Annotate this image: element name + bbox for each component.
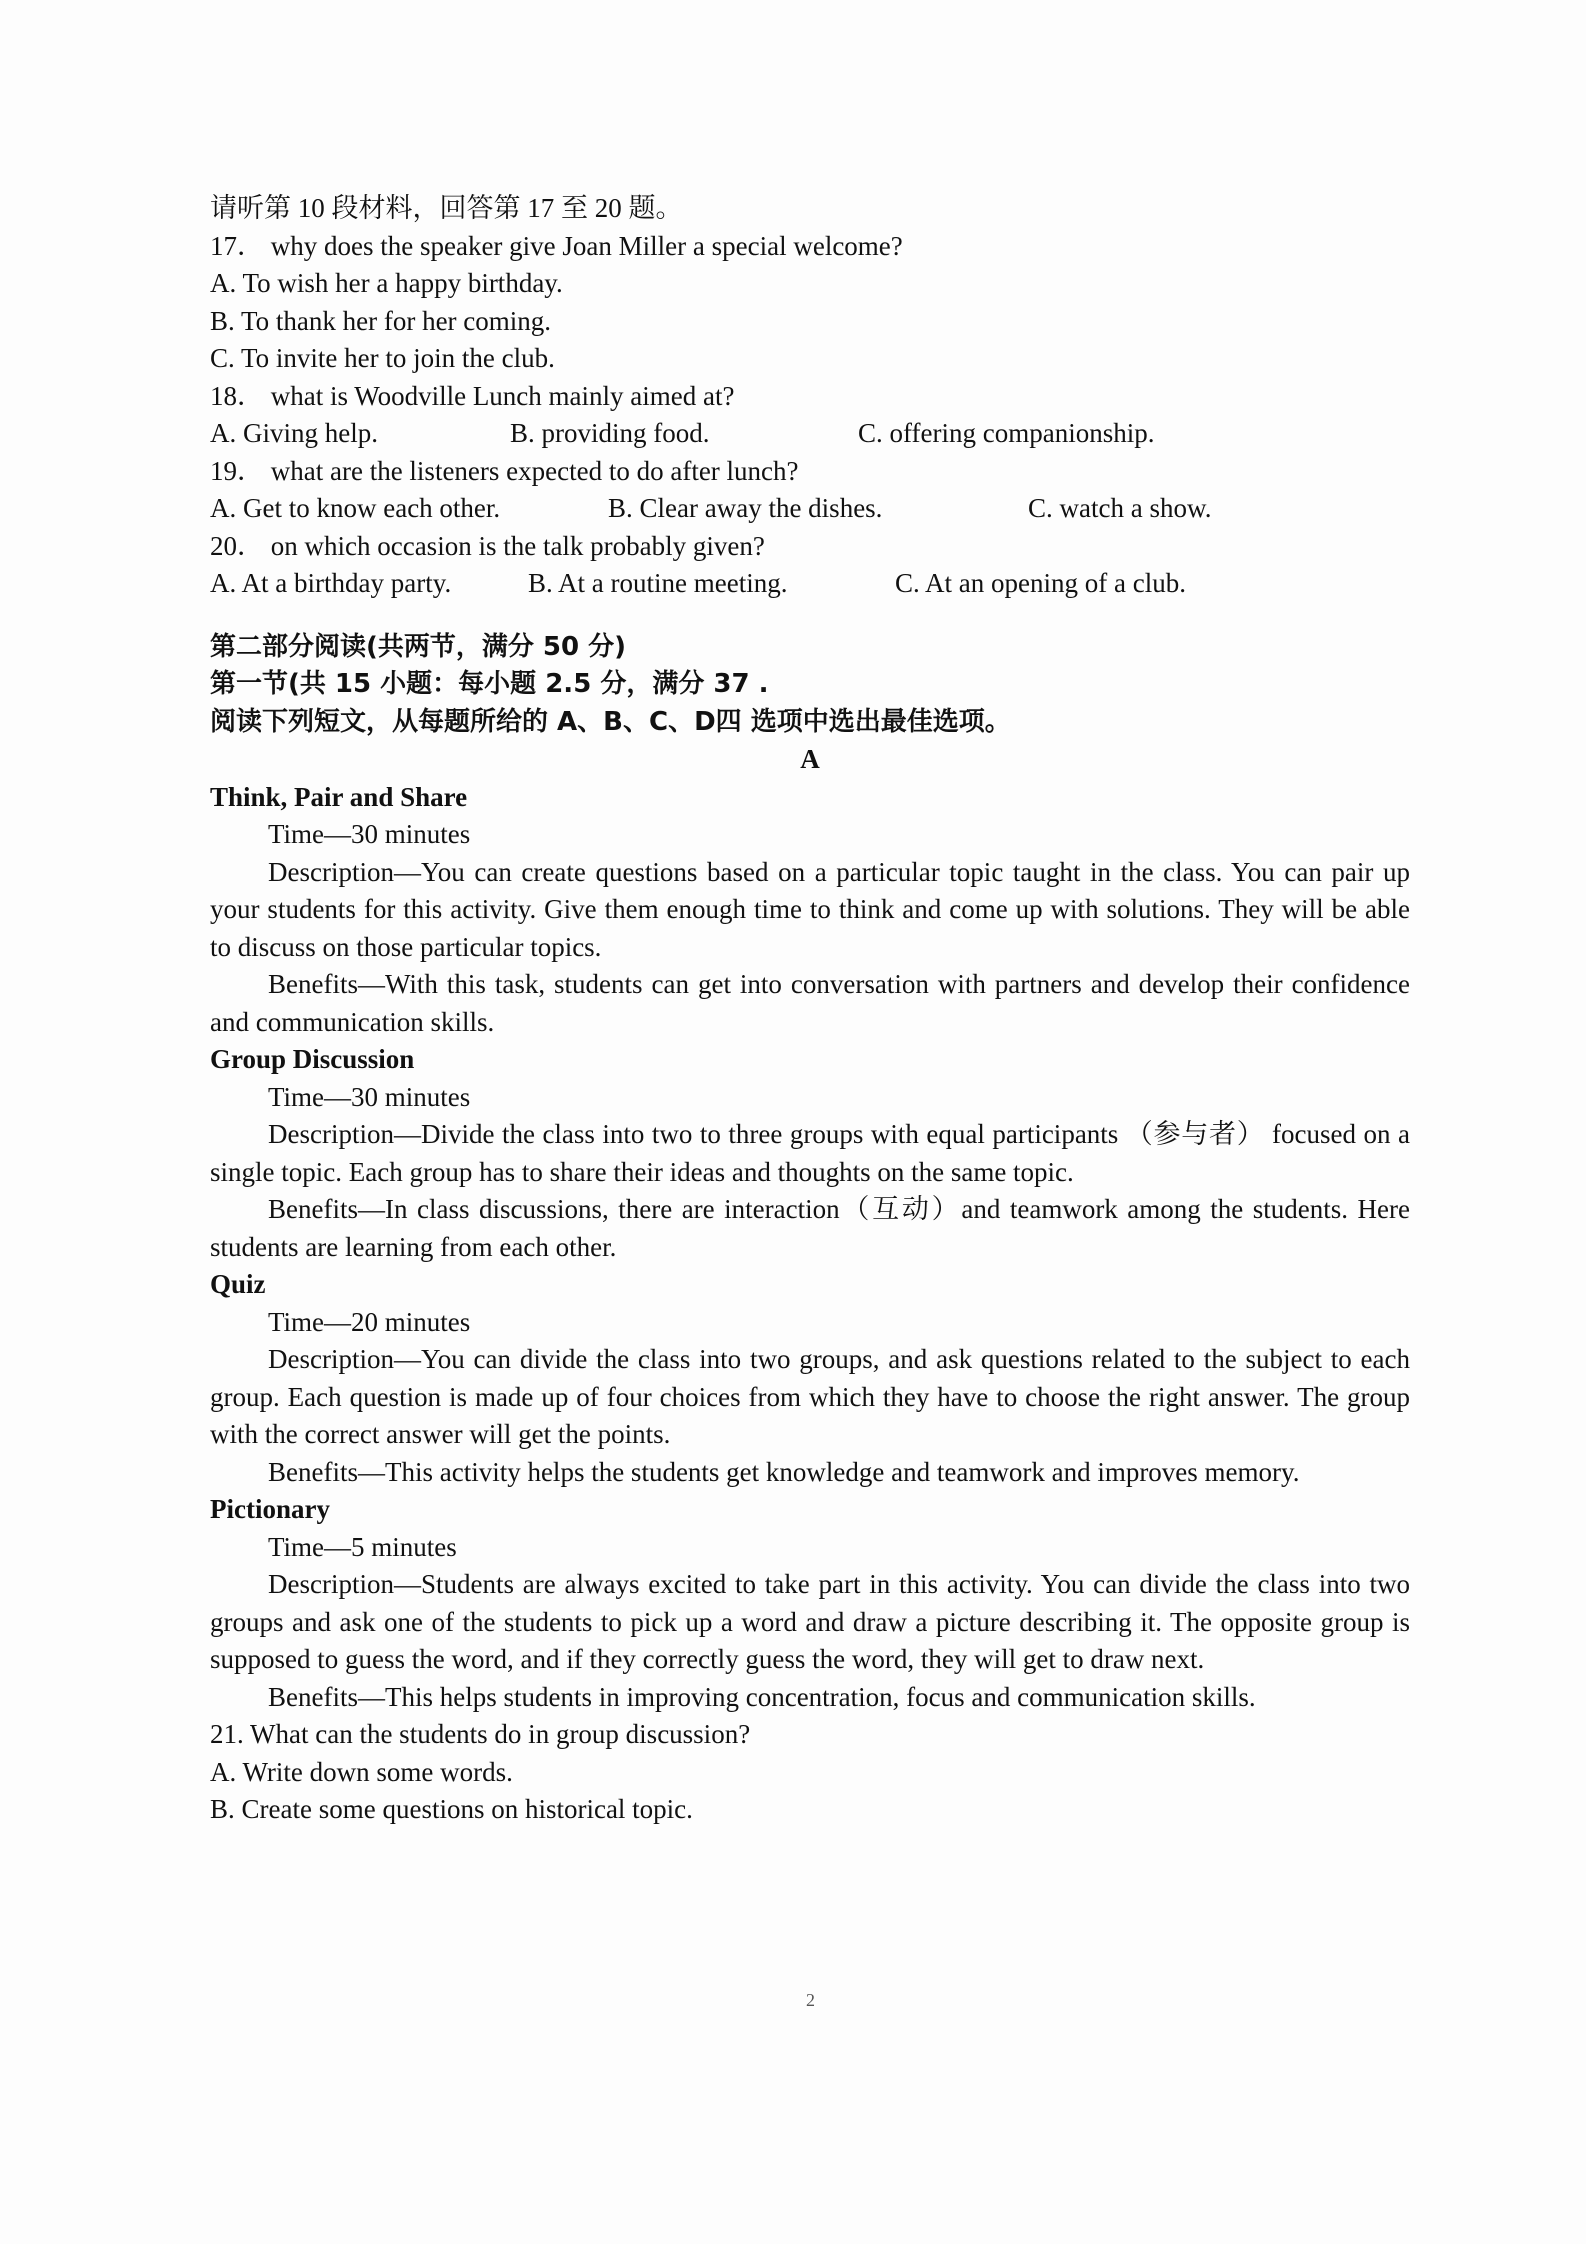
question-19-stem: 19． what are the listeners expected to do after lunch? (210, 455, 799, 486)
activity-benefits: Benefits—In class discussions, there are interaction（互动）and teamwork among the students. Here students are learning from each other. (210, 1194, 1410, 1262)
question-17-option-c: C. To invite her to join the club. (210, 343, 555, 373)
reading-instruction: 阅读下列短文，从每题所给的 A、B、C、D四 选项中选出最佳选项。 (210, 706, 1011, 737)
activity-title-quiz: Quiz (210, 1269, 266, 1299)
question-21-option-a: A. Write down some words. (210, 1756, 513, 1787)
page-number: 2 (806, 1990, 815, 2010)
activity-benefits: Benefits—With this task, students can get into conversation with partners and develop their confidence and communication skills. (210, 969, 1410, 1037)
question-19-option-c: C. watch a show. (1028, 493, 1212, 523)
page-content (210, 190, 1410, 1829)
question-21-stem: 21. What can the students do in group discussion? (210, 1719, 751, 1749)
question-19-option-b: B. Clear away the dishes. (608, 493, 883, 523)
question-17-stem: 17． why does the speaker give Joan Miller a special welcome? (210, 230, 903, 261)
activity-title-group-discussion: Group Discussion (210, 1044, 415, 1074)
section-gap (210, 603, 1410, 629)
question-18-option-c: C. offering companionship. (858, 418, 1155, 448)
passage-label: A (800, 744, 820, 774)
activity-time: Time—30 minutes (268, 1081, 471, 1112)
question-18-option-a: A. Giving help. (210, 418, 378, 448)
reading-part-title: 第二部分阅读(共两节，满分 50 分) (210, 631, 627, 662)
listening-instruction: 请听第 10 段材料，回答第 17 至 20 题。 (210, 193, 683, 223)
reading-section-title: 第一节(共 15 小题：每小题 2.5 分，满分 37 . (210, 669, 769, 699)
question-20-options (210, 565, 1410, 603)
activity-description: Description—Students are always excited to take part in this activity. You can divide the class into two groups and ask one of the students to pick up a word and draw a picture describing it. The opposite group is supposed to guess the word, and if they correctly guess the word, they will get to draw next. (210, 1569, 1410, 1674)
activity-title-think-pair-share: Think, Pair and Share (210, 781, 468, 812)
question-18-stem: 18． what is Woodville Lunch mainly aimed at? (210, 380, 735, 411)
question-18-option-b: B. providing food. (510, 418, 710, 448)
activity-description: Description—Divide the class into two to three groups with equal participants （参与者） focused on a single topic. Each group has to share their ideas and thoughts on the same topic. (210, 1119, 1410, 1187)
activity-benefits: Benefits—This activity helps the students get knowledge and teamwork and improves memory. (268, 1456, 1300, 1487)
question-17-option-a: A. To wish her a happy birthday. (210, 268, 563, 298)
question-19-option-a: A. Get to know each other. (210, 493, 501, 523)
question-17-option-b: B. To thank her for her coming. (210, 305, 552, 336)
question-19-options (210, 490, 1410, 528)
activity-description: Description—You can divide the class into two groups, and ask questions related to the subject to each group. Each question is made up of four choices from which they have to choose the right answer. The group with the correct answer will get the points. (210, 1344, 1410, 1449)
question-21-option-b: B. Create some questions on historical topic. (210, 1794, 693, 1824)
question-20-option-b: B. At a routine meeting. (528, 568, 788, 598)
activity-title-pictionary: Pictionary (210, 1494, 330, 1524)
question-20-stem: 20． on which occasion is the talk probably given? (210, 530, 765, 561)
question-20-option-a: A. At a birthday party. (210, 568, 452, 598)
activity-benefits: Benefits—This helps students in improving concentration, focus and communication skills. (268, 1681, 1256, 1712)
activity-time: Time—20 minutes (268, 1306, 471, 1337)
activity-time: Time—5 minutes (268, 1531, 457, 1562)
question-18-options (210, 415, 1410, 453)
activity-time: Time—30 minutes (268, 819, 471, 849)
question-20-option-c: C. At an opening of a club. (895, 568, 1186, 598)
activity-description: Description—You can create questions based on a particular topic taught in the class. You can pair up your students for this activity. Give them enough time to think and come up with solutions. They will be able to discuss on those particular topics. (210, 856, 1410, 962)
